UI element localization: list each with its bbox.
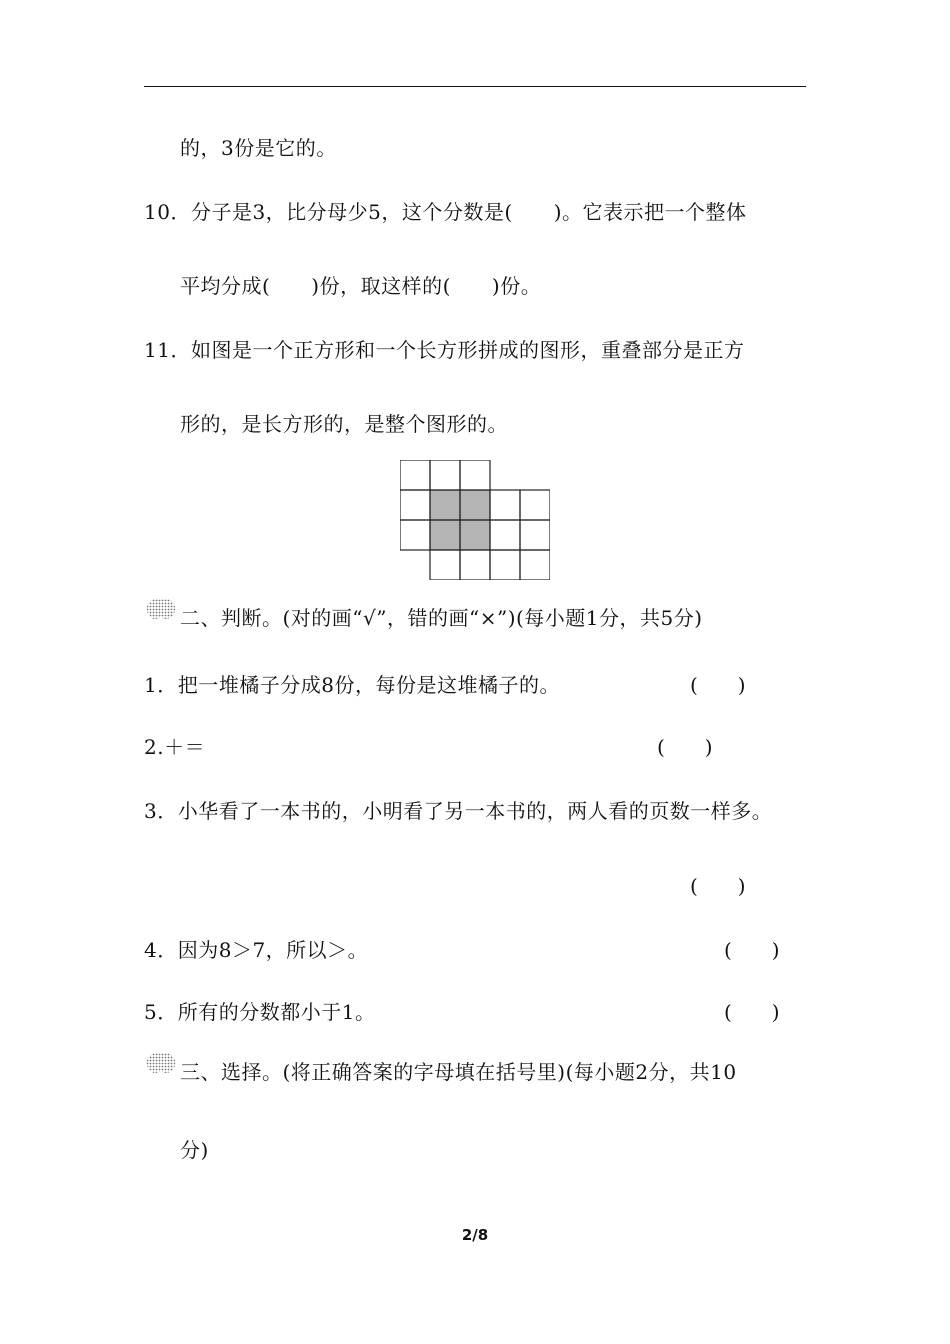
judgment-2: 2.＋＝ — [144, 735, 206, 759]
question-10: 10．分子是3，比分母少5，这个分数是( )。它表示把一个整体 — [144, 200, 747, 224]
answer-paren-3: ( ) — [690, 874, 746, 898]
judgment-5: 5．所有的分数都小于1。 — [144, 1000, 376, 1024]
judgment-4: 4．因为8＞7，所以＞。 — [144, 938, 369, 962]
answer-paren-2: ( ) — [657, 735, 713, 759]
section-2-title: 二、判断。(对的画“√”，错的画“×”)(每小题1分，共5分) — [180, 606, 703, 630]
page-number: 2/8 — [461, 1226, 489, 1244]
section-3-title: 三、选择。(将正确答案的字母填在括号里)(每小题2分，共10 — [180, 1060, 737, 1084]
judgment-1: 1．把一堆橘子分成8份，每份是这堆橘子的。 — [144, 673, 560, 697]
question-10-cont: 平均分成( )份，取这样的( )份。 — [180, 274, 542, 298]
section-3-title-cont: 分) — [180, 1138, 209, 1162]
section-marker-icon — [143, 593, 179, 623]
question-11: 11．如图是一个正方形和一个长方形拼成的图形，重叠部分是正方 — [144, 338, 745, 362]
figure-grid — [400, 460, 550, 580]
section-marker-icon — [143, 1047, 179, 1077]
square-rectangle-figure — [400, 460, 550, 580]
judgment-3: 3．小华看了一本书的，小明看了另一本书的，两人看的页数一样多。 — [144, 799, 773, 823]
line-fraction-cont: 的，3份是它的。 — [180, 136, 337, 160]
answer-paren-4: ( ) — [724, 938, 780, 962]
question-11-cont: 形的，是长方形的，是整个图形的。 — [180, 412, 508, 436]
header-rule — [144, 86, 806, 87]
answer-paren-5: ( ) — [724, 1000, 780, 1024]
answer-paren-1: ( ) — [690, 673, 746, 697]
